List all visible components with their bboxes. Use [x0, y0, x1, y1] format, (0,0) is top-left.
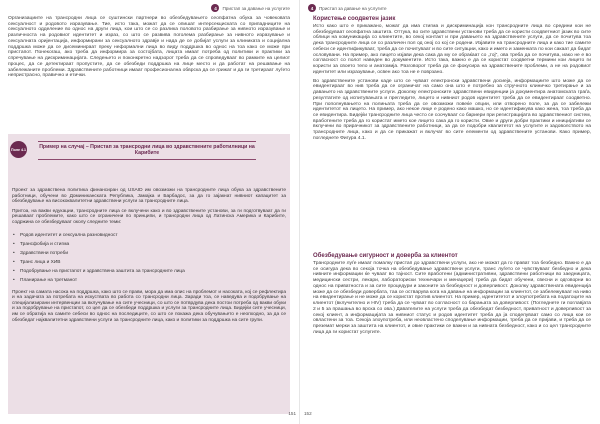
case-study-title: Пример на случај – Пристап за трансродни лица во здравствените работилници на Карибите — [38, 141, 256, 160]
topic-item: • Родов идентитет и сексуална разновидност — [12, 233, 286, 239]
chapter-number-badge: 4 — [211, 4, 219, 12]
right-page-number: 152 — [304, 411, 312, 416]
case-study-body — [12, 188, 286, 327]
section-paragraph: Во здравствените установи каде што се чуваат електронски здравствени досиеја, информациите што може да се евидентираат во нив треба да се ограничат на само она што е потребно за стручното клиничко третирање и за давањето на здравствените услуги. Доколку електронските здравствени евиденции ја документира анатомската граѓа, резултатите од испитувањата и прегледите, лицето и нивниот родов идентитет треба да се евидентираат соодветно. При пополнувањето на полињата треба да се овозможи повеќе опции, или отворено поле, за да се забележи идентитетот на лицето. На пример, ако некое лице е родено како машко, но се идентификува како жена, тоа треба да се евидентира. Бидејќи трансродните лица често се соочуваат со бариери при регистрацијата во здравствениот систем, вработените треба да го користат името кое лицето сака да го користи. Овие и други добри практики и иницијативи се вклучени во прирачникот за здравствените работници, за да се подобри квалитетот на услугите и задоволството на трансродните лица, како и да се прикажат и вклучат во сите елементи од здравствените установи. Како пример, погледнете Фигура 4.1. — [313, 78, 591, 141]
topic-item: • Трансфобија и стигма — [12, 242, 286, 248]
chapter-number-badge: 4 — [308, 4, 316, 12]
topic-item: • Планирање на третманот — [12, 278, 286, 284]
section-paragraph: Исто како што е прикажано, можат да има стигма и дискриминација кон трансродните лица во средини кои не обезбедуваат сеопфатна заштита. Оттука, во сите здравствени установи треба да се користи соодветниот јазик во сите облици на комуникација со клиентите, во секој контакт и при давањето на здравствените услуги, да се почитува тоа дека трансродните лица се со различен пол од оној со кој се родени. Изјавите на трансродните лица и како тие самите себеси се идентификуваат, треба да се почитуваат и во сите ситуации, како и името и заменката по кои сакаат да бидат ословувани. На пример, ако лицето изјави дека сака да му се обраќаат со „тој“, ова треба да се почитува, иако не е во согласност со полот наведен во документите. Исто така, важно е да се користат соодветни термини кои лицето ги користи за своето тело и анатомија. Разговорот треба да се фокусира на здравствените проблеми, а не на родовиот идентитет или изразување, освен ако тоа не е поврзано. — [313, 24, 591, 75]
section-heading: Обезбедување сигурност и доверба за клиентот — [313, 253, 458, 259]
left-running-header — [211, 2, 290, 14]
topic-list — [12, 233, 286, 283]
case-study-badge: Поле 4.1 — [10, 141, 27, 158]
chapter-title: Пристап за давање на услугите — [222, 5, 290, 11]
section-safety-trust — [313, 253, 591, 339]
right-running-header — [308, 2, 387, 14]
section-body — [313, 24, 591, 142]
section-appropriate-language — [313, 16, 591, 145]
chapter-title: Пристап за давање на услугите — [319, 5, 387, 11]
section-heading: Користење соодветен јазик — [313, 16, 396, 22]
topic-item: • Здравствени потреби — [12, 251, 286, 257]
intro-text — [8, 16, 290, 82]
case-study-box — [8, 134, 290, 414]
case-study-header — [8, 139, 290, 159]
case-paragraph-1: Проект за здравствена политика финансиран од USAID им овозможи на трансродните лица обука за здравствените работници, обучени во Доминиканската Република, Јамајка и Барбадос, за да го зајакнат нивниот капацитет за обезбедување на висококвалитетни здравствени услуги за трансродните лица. — [12, 188, 286, 205]
case-paragraph-3: Проект на самата насока на поддршка, како што се прави, мора да има опис на проблемот и насоката, кој се рефлектира и на задачата за потребата на искуствата во работа со трансродни лица. Заради тоа, се наведува и подобрување на специјализирани интервенции за вклучување на сите учесници, со што се потврдува дека постои потреба од вакви обуки и за подобрување на пристапот, со цел да се обезбеди поддршка и услуги за трансродните лица. Бидејќи сите учесници, им се обратија на самите себеси во однос на последиците, со што се покажа дека обучувањето е неопходно, за да се обезбедат најквалитетни здравствени услуги за трансродните лица, како и политики за поддршка на сите групи. — [12, 289, 286, 323]
section-paragraph: Трансродните луѓе имаат помалку пристап до здравствени услуги, ако не можат да го прават тоа безбедно. Важно е да се осигура дека во секоја точка на обезбедување здравствени услуги, транс луѓето се чувствуваат безбедно и дека нивните информации ќе чуваат во тајност. Сите вработени (административни, здравствени работници во заедницата, медицински сестри, лекари, лабораториски техничари и менаџери) треба да бидат обучени, свесни и одговорни во однос на приватноста и за сите процедури и законите за безбедност и доверливост. Доколку здравствената евиденција може да се обезбеди довербата, таа се остварува кога на давање на информации за клиентот, се забележуваат на ниво на евидентирање и не може да се користат против клиентот. На пример, идентитетот и злоупотребата на податоците на клиентот (вклучително и HIV) треба да се чуваат во согласност со барањата за доверливост. (Погледнете ги поглавјата 2 и 5 за прашања во врска со ова.) Давателите на услуги треба да обезбедат безбедност, приватност и доверливост за секој клиент, а информацијата за нивниот статус и родов идентитет треба да ја споделуваат само со лица кои се овластени за тоа. Секоја злоупотреба, или неовластено споделување информации, треба да се пријави, и треба да се преземат мерки за заштита на клиентот, и овие практики се важни и за нивната безбедност, како и со цел трансродните лица да ги користат услугите. — [313, 261, 591, 335]
section-body — [313, 261, 591, 336]
intro-paragraph: Организациите на трансродни лица се суштински партнери во обезбедувањето сеопфатна обука за човековата сексуалност и родовото изразување. Тие, исто така, можат да се опишат интерсекциската со припадниците на сексуалното одделение во однос на други лица, кои што се со разлика половото разбирање за нивното изразување и различноста на родовиот идентитет и израз, со што се развива поголема разбирање за нивното изразување и сексуалната оријентација, информирани за сексуалното здравје и нада де се добијат услуги за клиниката и социјална поддршка може да се дисеминираат преку неформални лица во виду поддршка во однос на тоа како се може при пристапот. Понекогаш, ако треба да информира за состојбата, лицата имаат потреба од политики и практики за спречување на дискриминацијата. Следењето и поконкретно надзорот треба да се спроведуваат во рамките на целиот процес, да се детектираат пропустите, да се обезбеди поддршка на лице место и да работат на решавање на забележаните проблеми. Здравствените работници имаат професионална обврска да се грижат и да ги третираат луѓето непристрасно, правично и етички. — [8, 16, 290, 79]
topic-item: • Транс лица и ХИВ — [12, 260, 286, 266]
right-page — [300, 0, 600, 424]
case-paragraph-2: Притоа, на вакви едукации, трансродните лица се вклучени како и во здравствените установи, за ги подготвуваат да ги решаваат проблемите, како што се ограничени по принципи, и трансродни лица од Латинска Америка и Карибите, содржина се обезбедуваат околу следните теми: — [12, 208, 286, 225]
left-page-number: 151 — [288, 411, 296, 416]
topic-item: • Подобрување на пристапот и здравствена заштита за трансродните лица — [12, 269, 286, 275]
